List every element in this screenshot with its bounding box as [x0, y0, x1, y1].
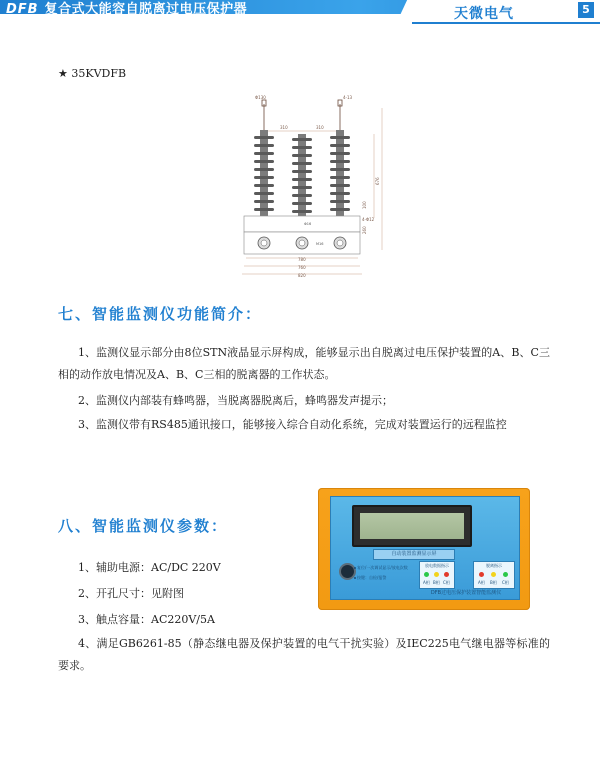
- device-faceplate: [330, 496, 520, 600]
- header-brand: DFB: [6, 2, 39, 17]
- dim-height: 676: [375, 177, 380, 185]
- section-8-title-text: 八、智能监测仪参数: [58, 517, 212, 535]
- dim-span-2: 310: [316, 125, 324, 130]
- knob-label-2: 按键：自检/报警: [357, 575, 387, 580]
- led-red-icon: [444, 572, 449, 577]
- device-model-label: DFB过电压保护装置智能监测仪: [430, 590, 502, 596]
- bullet-icon: [354, 577, 356, 579]
- lcd-screen: [360, 513, 464, 539]
- section-8-colon: ：: [211, 517, 227, 535]
- left-led-label-b: B相: [433, 580, 440, 585]
- company-name: 天微电气: [454, 6, 514, 22]
- led-green-icon: [503, 572, 508, 577]
- page-header: [0, 0, 600, 24]
- model-label-text: 35KVDFB: [71, 67, 127, 80]
- dim-side-2: 260: [362, 226, 367, 234]
- monitor-device-image: [318, 488, 530, 610]
- led-yellow-icon: [434, 572, 439, 577]
- model-label: [58, 67, 126, 80]
- insulator-a: [254, 130, 274, 216]
- dim-bottom-2: 760: [298, 265, 306, 270]
- dimension-drawing: [222, 90, 392, 285]
- section-7-paragraph-1: 1、监测仪显示部分由8位STN液晶显示屏构成，能够显示出自脱离过电压保护装置的A、B、C三相的动作放电情况及A、B、C三相的脱离器的工作状态。: [58, 346, 550, 381]
- section-8-paragraph: 4、满足GB6261-85（静态继电器及保护装置的电气干扰实验）及IEC225电气继电器等标准的要求。: [58, 637, 550, 672]
- insulator-c: [330, 130, 350, 216]
- section-7-paragraph-2: 2、监测仪内部装有蜂鸣器，当脱离器脱离后，蜂鸣器发声提示；: [78, 394, 393, 407]
- star-icon: ★: [58, 67, 68, 80]
- param-power: 1、辅助电源：AC/DC 220V: [78, 561, 221, 574]
- dim-side-1: 4-Φ12: [362, 217, 375, 222]
- lcd-frame: [352, 505, 472, 547]
- right-led-label-c: C相: [502, 580, 509, 585]
- param-contact: 3、触点容量：AC220V/5A: [78, 613, 215, 626]
- dim-top-left: Φ130: [255, 95, 266, 100]
- left-led-label-c: C相: [443, 580, 450, 585]
- dim-bottom-1: 780: [298, 257, 306, 262]
- mark-center: Φ16: [304, 222, 312, 226]
- dim-span-1: 310: [280, 125, 288, 130]
- section-7-paragraph-3: 3、监测仪带有RS485通讯接口，能够接入综合自动化系统，完成对装置运行的远程监控: [78, 418, 507, 431]
- detach-indicator-box: [473, 561, 515, 589]
- led-green-icon: [424, 572, 429, 577]
- insulator-b: [292, 134, 312, 216]
- right-led-label-b: B相: [490, 580, 497, 585]
- bullet-icon: [354, 567, 356, 569]
- base-box: [244, 216, 360, 232]
- lcd-label: 自动装置监测显示屏: [373, 549, 455, 560]
- section-7-title-text: 七、智能监测仪功能简介: [58, 305, 246, 323]
- section-7-title: [58, 303, 260, 324]
- right-led-label-a: A相: [478, 580, 485, 585]
- dim-bottom-3: 820: [298, 273, 306, 278]
- discharge-indicator-box: [419, 561, 455, 589]
- dim-top-right: 4-13: [343, 95, 353, 100]
- led-yellow-icon: [491, 572, 496, 577]
- mark-center-2: M16: [316, 242, 324, 246]
- param-cutout: 2、开孔尺寸：见附图: [78, 587, 184, 600]
- header-title-text: 复合式大能容自脱离过电压保护器: [44, 2, 248, 17]
- section-7-colon: ：: [245, 305, 261, 323]
- led-red-icon: [479, 572, 484, 577]
- knob-label-1: 复位/一次调试显示/放电次数: [357, 565, 408, 570]
- discharge-indicator-caption: 放电数据指示: [425, 563, 449, 568]
- page-number: 5: [578, 2, 594, 18]
- section-8-title: [58, 515, 226, 536]
- detach-indicator-caption: 脱离指示: [486, 563, 502, 568]
- dim-side-3: 100: [362, 201, 367, 209]
- left-led-label-a: A相: [423, 580, 430, 585]
- header-title: [6, 0, 248, 17]
